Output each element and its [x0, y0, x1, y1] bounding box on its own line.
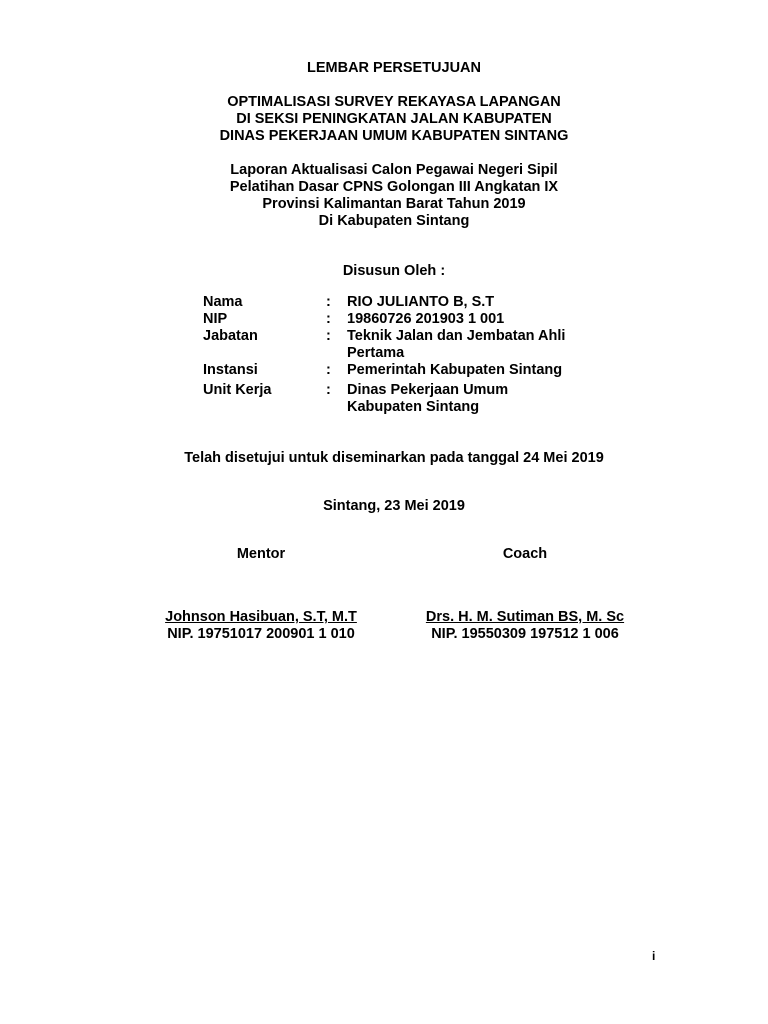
- info-label: Instansi: [203, 362, 258, 378]
- document-title: LEMBAR PERSETUJUAN: [306, 60, 481, 76]
- mentor-name: Johnson Hasibuan, S.T, M.T: [165, 609, 357, 625]
- prepared-by-label: Disusun Oleh :: [342, 263, 446, 279]
- report-line-4: Di Kabupaten Sintang: [318, 213, 470, 229]
- info-label: NIP: [203, 311, 228, 327]
- mentor-nip: NIP. 19751017 200901 1 010: [167, 626, 355, 642]
- report-line-2: Pelatihan Dasar CPNS Golongan III Angkatan IX: [229, 179, 559, 195]
- info-row-nama: [203, 294, 623, 311]
- info-value: Pemerintah Kabupaten Sintang: [347, 362, 563, 378]
- report-description: [0, 162, 768, 230]
- info-value: Teknik Jalan dan Jembatan Ahli Pertama: [347, 328, 566, 361]
- info-value: 19860726 201903 1 001: [347, 311, 505, 327]
- info-row-jabatan: [203, 328, 623, 362]
- coach-nip: NIP. 19550309 197512 1 006: [431, 626, 619, 642]
- info-colon: :: [326, 311, 331, 327]
- mentor-role: Mentor: [236, 546, 286, 562]
- report-line-1: Laporan Aktualisasi Calon Pegawai Negeri Sipil: [230, 162, 558, 178]
- page-number: i: [652, 949, 656, 963]
- info-value: Dinas Pekerjaan Umum Kabupaten Sintang: [347, 382, 509, 415]
- info-row-instansi: [203, 362, 623, 379]
- topic-line-2: DI SEKSI PENINGKATAN JALAN KABUPATEN: [236, 111, 552, 127]
- approval-statement: Telah disetujui untuk diseminarkan pada tanggal 24 Mei 2019: [184, 450, 604, 466]
- report-line-3: Provinsi Kalimantan Barat Tahun 2019: [262, 196, 526, 212]
- info-label: Nama: [203, 294, 243, 310]
- topic-heading: [0, 94, 768, 145]
- info-label: Unit Kerja: [203, 382, 272, 398]
- place-and-date: Sintang, 23 Mei 2019: [323, 498, 465, 514]
- info-row-nip: [203, 311, 623, 328]
- author-info-table: [203, 294, 623, 416]
- info-row-unit-kerja: [203, 382, 623, 416]
- topic-line-1: OPTIMALISASI SURVEY REKAYASA LAPANGAN: [227, 94, 561, 110]
- info-colon: :: [326, 382, 331, 398]
- info-colon: :: [326, 328, 331, 344]
- topic-line-3: DINAS PEKERJAAN UMUM KABUPATEN SINTANG: [219, 128, 569, 144]
- coach-name: Drs. H. M. Sutiman BS, M. Sc: [425, 609, 625, 625]
- info-colon: :: [326, 362, 331, 378]
- info-value: RIO JULIANTO B, S.T: [347, 294, 495, 310]
- info-colon: :: [326, 294, 331, 310]
- coach-role: Coach: [502, 546, 548, 562]
- info-label: Jabatan: [203, 328, 258, 344]
